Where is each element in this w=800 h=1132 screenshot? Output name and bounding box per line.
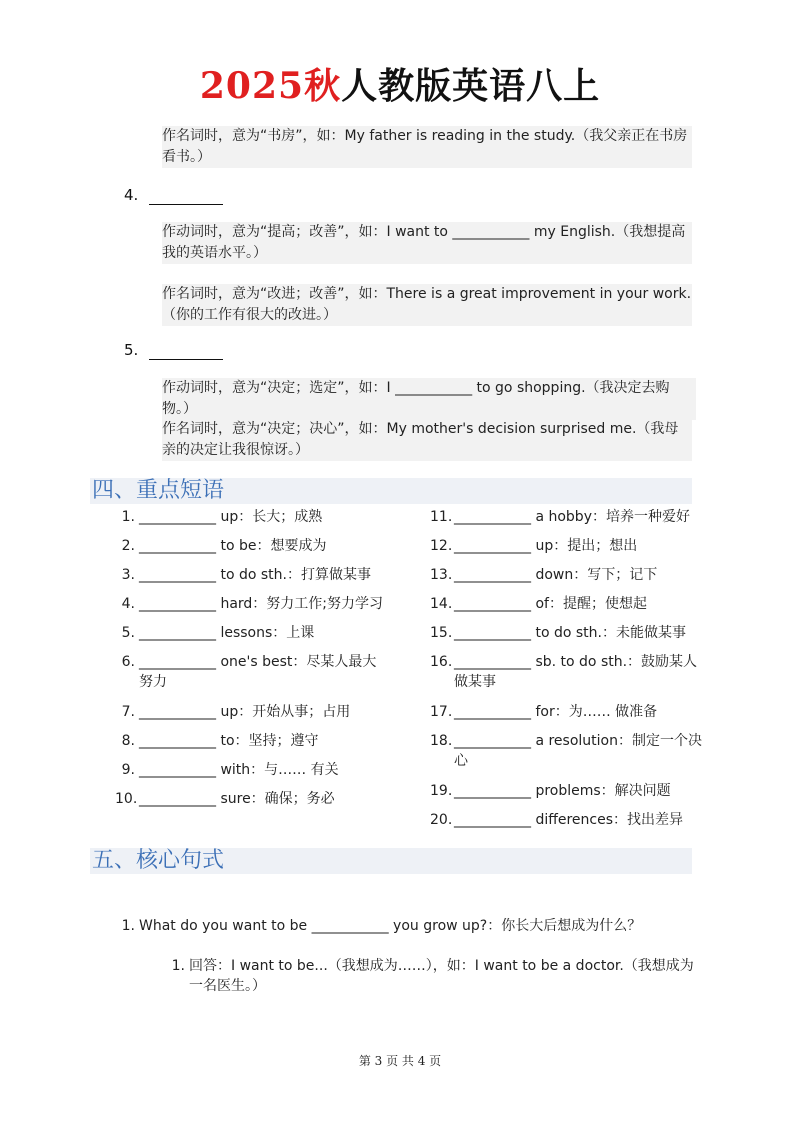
- improvement-noun-usage: 作名词时，意为“改进；改善”，如：There is a great improvement in your work.（你的工作有很大的改进。）: [162, 284, 692, 326]
- section-key-phrases-heading: 四、重点短语: [90, 478, 692, 504]
- decision-noun-usage: 作名词时，意为“决定；决心”，如：My mother's decision surprised me.（我母亲的决定让我很惊讶。）: [162, 419, 692, 461]
- phrase-6: 6. ___________ one's best：尽某人最大 努力: [121, 654, 377, 690]
- title-year: 2025: [199, 65, 305, 107]
- vocab-item-4-blank[interactable]: [149, 186, 223, 205]
- section-core-sentences-heading: 五、核心句式: [90, 848, 692, 874]
- answer-1: 1. 回答：I want to be...（我想成为……），如：I want to be a doctor.（我想成为 一名医生。）: [171, 958, 694, 994]
- phrase-18: 18. ___________ a resolution：制定一个决 心: [430, 733, 702, 769]
- phrase-16: 16. ___________ sb. to do sth.：鼓励某人 做某事: [430, 654, 698, 690]
- document-title: [0, 58, 800, 109]
- improve-verb-usage: 作动词时，意为“提高；改善”，如：I want to ___________ my English.（我想提高我的英语水平。）: [162, 222, 692, 264]
- decide-verb-usage: 作动词时，意为“决定；选定”，如：I ___________ to go shopping.（我决定去购物。）: [162, 378, 696, 420]
- vocab-item-5-num: 5.: [124, 341, 139, 359]
- vocab-item-4-num: 4.: [124, 186, 139, 204]
- page-footer: 第 3 页 共 4 页: [358, 1054, 442, 1068]
- study-noun-usage: 作名词时，意为“书房”，如：My father is reading in the study.（我父亲正在书房看书。）: [162, 126, 692, 168]
- vocab-item-4: [124, 186, 223, 205]
- vocab-item-5-blank[interactable]: [149, 341, 223, 360]
- title-season: 秋: [304, 65, 342, 107]
- vocab-item-5: [124, 341, 223, 360]
- title-rest: 人教版英语八上: [341, 65, 601, 107]
